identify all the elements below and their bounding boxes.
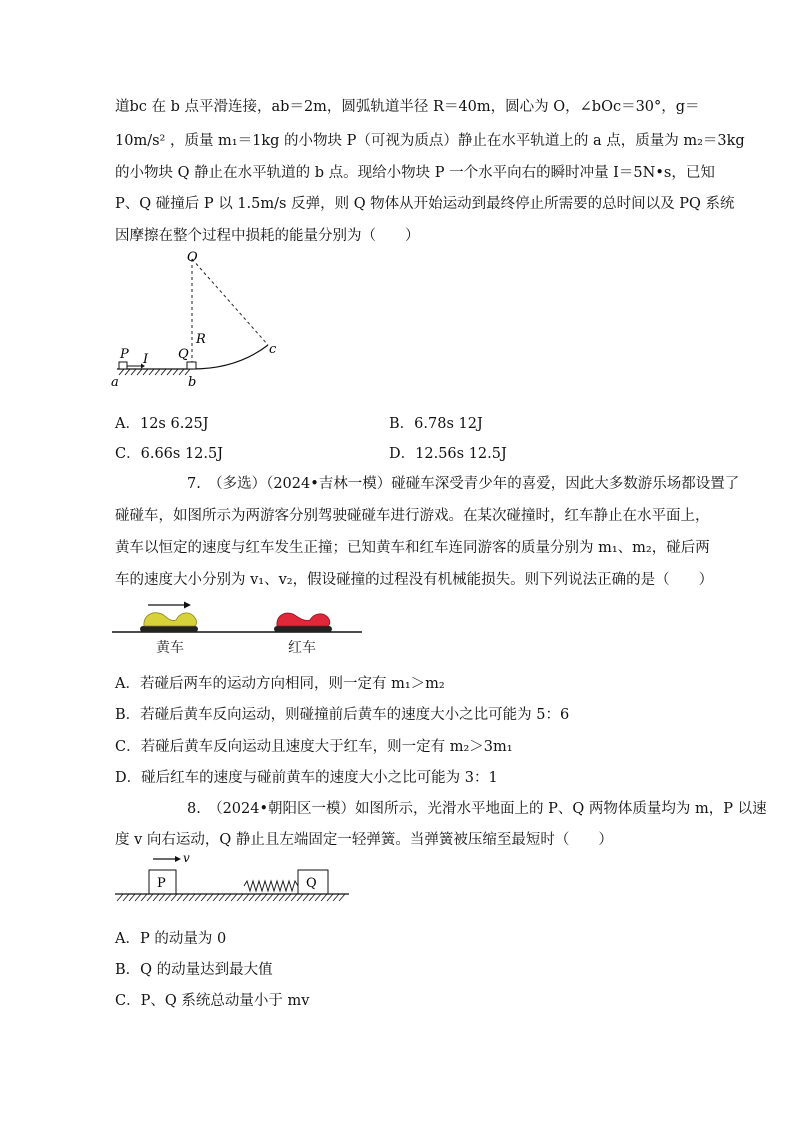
q8-option-c[interactable] — [115, 991, 309, 1011]
option-text: 碰后红车的速度与碰前黄车的速度大小之比可能为 3：1 — [141, 770, 498, 786]
label-a: a — [111, 375, 119, 390]
label-v: v — [183, 851, 190, 865]
red-car — [274, 609, 332, 632]
q6-line-2: 10m/s² ，质量 m₁＝1kg 的小物块 P（可视为质点）静止在水平轨道上的 a 点，质量为 m₂＝3kg — [115, 133, 745, 149]
option-text: 6.66s 12.5J — [140, 446, 224, 462]
option-letter: B． — [115, 962, 141, 978]
label-q: Q — [178, 347, 189, 362]
q7-line-1: 7. （多选）（2024•吉林一模）碰碰车深受青少年的喜爱，因此大多数游乐场都设置了 — [187, 476, 740, 492]
label-q: Q — [306, 876, 317, 891]
option-letter: A． — [115, 676, 140, 692]
p-velocity-arrowhead — [175, 856, 181, 862]
q6-line-3: 的小物块 Q 静止在水平轨道的 b 点。现给小物块 P 一个水平向右的瞬时冲量 I＝5N•s，已知 — [115, 165, 715, 181]
label-p: P — [120, 347, 129, 362]
q6-line-5: 因摩擦在整个过程中损耗的能量分别为（ ） — [115, 228, 420, 244]
q7-line-3: 黄车以恒定的速度与红车发生正撞；已知黄车和红车连同游客的质量分别为 m₁、m₂，碰后两 — [115, 540, 710, 556]
label-p: P — [157, 876, 166, 891]
option-text: 若碰后黄车反向运动且速度大于红车，则一定有 m₂＞3m₁ — [140, 739, 513, 755]
q6-option-d[interactable] — [389, 444, 507, 464]
option-text: 12.56s 12.5J — [415, 446, 507, 462]
q6-line-4: P、Q 碰撞后 P 以 1.5m/s 反弹，则 Q 物体从开始运动到最终停止所需要的总时间以及 PQ 系统 — [115, 196, 735, 212]
option-text: P 的动量为 0 — [139, 931, 227, 947]
q8-line-1: 8. （2024•朝阳区一模）如图所示，光滑水平地面上的 P、Q 两物体质量均为 m，P 以速 — [187, 801, 767, 817]
yellow-velocity-arrowhead — [184, 602, 191, 609]
yellow-car-label: 黄车 — [156, 640, 184, 656]
red-car-label: 红车 — [288, 640, 316, 656]
q6-track-diagram — [105, 245, 295, 395]
option-text: Q 的动量达到最大值 — [140, 962, 273, 978]
option-text: 6.78s 12J — [414, 416, 483, 432]
q6-option-c[interactable] — [115, 444, 223, 464]
bumper-cars-diagram — [112, 598, 362, 658]
q7-option-b[interactable] — [115, 705, 569, 725]
option-letter: C． — [115, 993, 141, 1009]
q7-option-c[interactable] — [115, 737, 513, 757]
q6-line-1: 道bc 在 b 点平滑连接，ab＝2m，圆弧轨道半径 R＝40m，圆心为 O，∠bOc＝30°，g＝ — [115, 99, 700, 115]
q7-line-4: 车的速度大小分别为 v₁、v₂，假设碰撞的过程没有机械能损失。则下列说法正确的是（ ） — [115, 572, 714, 588]
block-p — [119, 362, 127, 369]
label-i: I — [143, 352, 149, 367]
q8-option-a[interactable] — [115, 929, 226, 949]
option-text: 若碰后两车的运动方向相同，则一定有 m₁＞m₂ — [139, 676, 445, 692]
label-c: c — [269, 342, 277, 357]
yellow-car — [140, 609, 198, 632]
ground-hatching — [117, 894, 345, 901]
label-b: b — [188, 375, 197, 390]
block-q — [187, 362, 196, 369]
spring — [244, 881, 298, 891]
label-o: O — [187, 250, 198, 265]
q7-line-2: 碰碰车，如图所示为两游客分别驾驶碰碰车进行游戏。在某次碰撞时，红车静止在水平面上， — [115, 508, 710, 524]
option-letter: D． — [115, 770, 142, 786]
option-letter: B． — [115, 707, 141, 723]
option-letter: D． — [389, 446, 416, 462]
q8-option-b[interactable] — [115, 960, 273, 980]
track-hatching — [119, 369, 190, 375]
option-letter: B． — [389, 416, 415, 432]
q7-option-a[interactable] — [115, 674, 445, 694]
arc-track — [192, 345, 268, 369]
spring-blocks-diagram — [113, 850, 353, 912]
option-text: P、Q 系统总动量小于 mv — [140, 993, 310, 1009]
q7-option-d[interactable] — [115, 768, 498, 788]
q6-option-a[interactable] — [115, 414, 209, 434]
option-text: 12s 6.25J — [139, 416, 209, 432]
option-letter: A． — [115, 416, 140, 432]
q6-option-b[interactable] — [389, 414, 483, 434]
option-letter: C． — [115, 739, 141, 755]
option-letter: A． — [115, 931, 140, 947]
q8-line-2: 度 v 向右运动，Q 静止且左端固定一轻弹簧。当弹簧被压缩至最短时（ ） — [115, 832, 613, 848]
label-r: R — [196, 332, 206, 347]
option-text: 若碰后黄车反向运动，则碰撞前后黄车的速度大小之比可能为 5：6 — [140, 707, 570, 723]
option-letter: C． — [115, 446, 141, 462]
